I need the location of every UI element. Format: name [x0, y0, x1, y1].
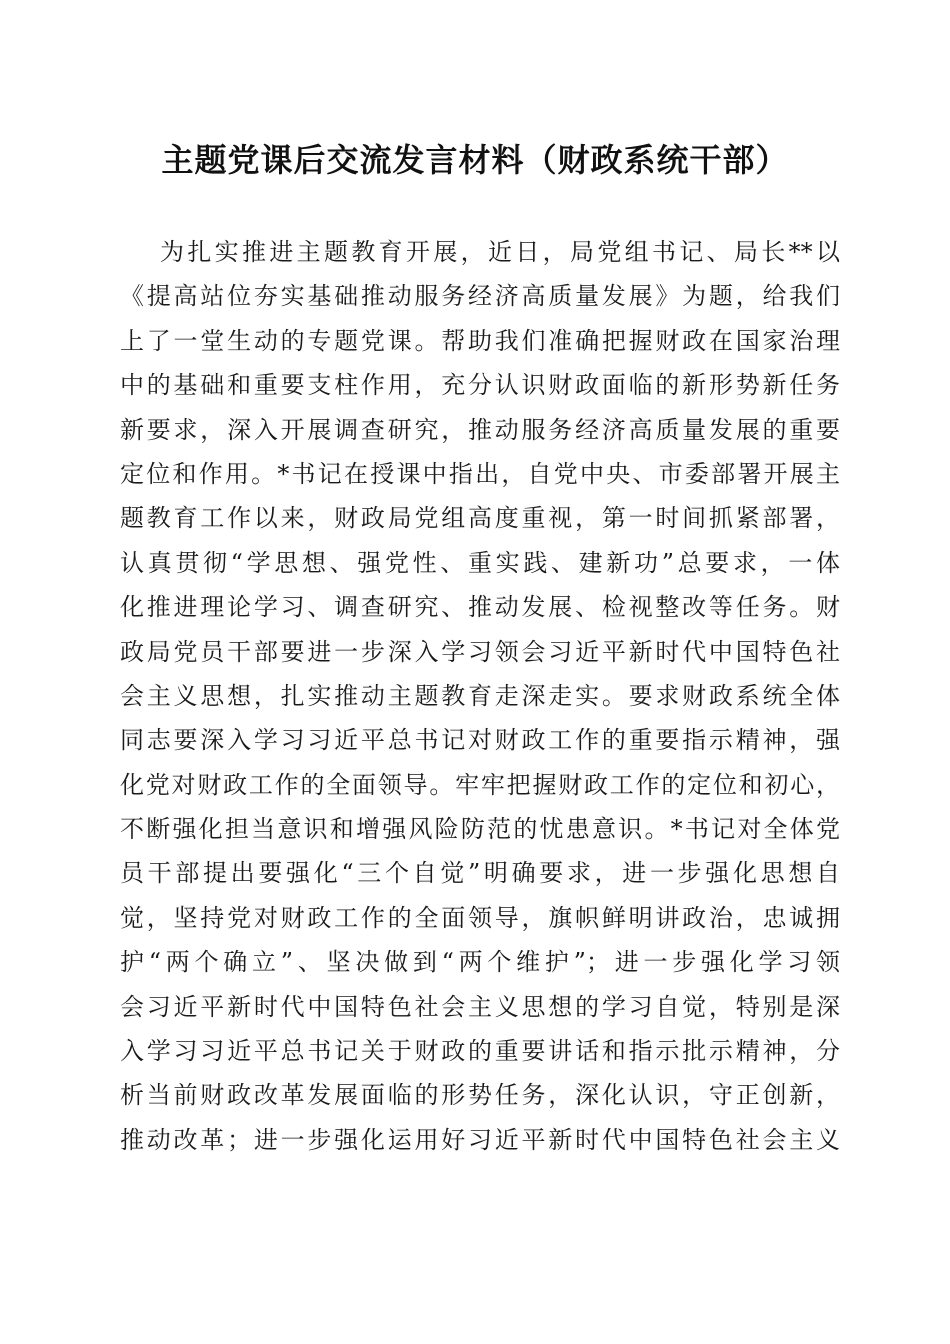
body-line: 化党对财政工作的全面领导。牢牢把握财政工作的定位和初心， [120, 770, 840, 799]
body-line: 为扎实推进主题教育开展，近日，局党组书记、局长**以 [160, 238, 840, 266]
body-line: 新要求，深入开展调查研究，推动服务经济高质量发展的重要 [120, 415, 840, 444]
body-line: 中的基础和重要支柱作用，充分认识财政面临的新形势新任务 [120, 371, 840, 400]
body-line: 同志要深入学习习近平总书记对财政工作的重要指示精神，强 [120, 726, 840, 755]
body-line: 推动改革；进一步强化运用好习近平新时代中国特色社会主义 [120, 1125, 840, 1154]
body-line: 化推进理论学习、调查研究、推动发展、检视整改等任务。财 [120, 593, 840, 622]
body-line: 不断强化担当意识和增强风险防范的忧患意识。*书记对全体党 [120, 815, 840, 844]
body-line: 入学习习近平总书记关于财政的重要讲话和指示批示精神，分 [120, 1037, 840, 1066]
body-line: 员干部提出要强化“三个自觉”明确要求，进一步强化思想自 [120, 859, 840, 888]
body-line: 政局党员干部要进一步深入学习领会习近平新时代中国特色社 [120, 637, 840, 666]
body-line: 会习近平新时代中国特色社会主义思想的学习自觉，特别是深 [120, 992, 840, 1021]
document-body [120, 230, 840, 1162]
body-line: 定位和作用。*书记在授课中指出，自党中央、市委部署开展主 [120, 459, 840, 488]
body-line: 护“两个确立”、坚决做到“两个维护”；进一步强化学习领 [120, 948, 840, 977]
body-line: 会主义思想，扎实推动主题教育走深走实。要求财政系统全体 [120, 681, 840, 710]
body-line: 析当前财政改革发展面临的形势任务，深化认识，守正创新， [120, 1081, 840, 1110]
document-title: 主题党课后交流发言材料（财政系统干部） [161, 141, 789, 179]
body-line: 认真贯彻“学思想、强党性、重实践、建新功”总要求，一体 [120, 548, 840, 577]
body-line: 题教育工作以来，财政局党组高度重视，第一时间抓紧部署， [120, 504, 840, 533]
body-line: 上了一堂生动的专题党课。帮助我们准确把握财政在国家治理 [120, 326, 840, 355]
body-line: 觉，坚持党对财政工作的全面领导，旗帜鲜明讲政治，忠诚拥 [120, 903, 840, 932]
body-line: 《提高站位夯实基础推动服务经济高质量发展》为题，给我们 [120, 282, 840, 311]
